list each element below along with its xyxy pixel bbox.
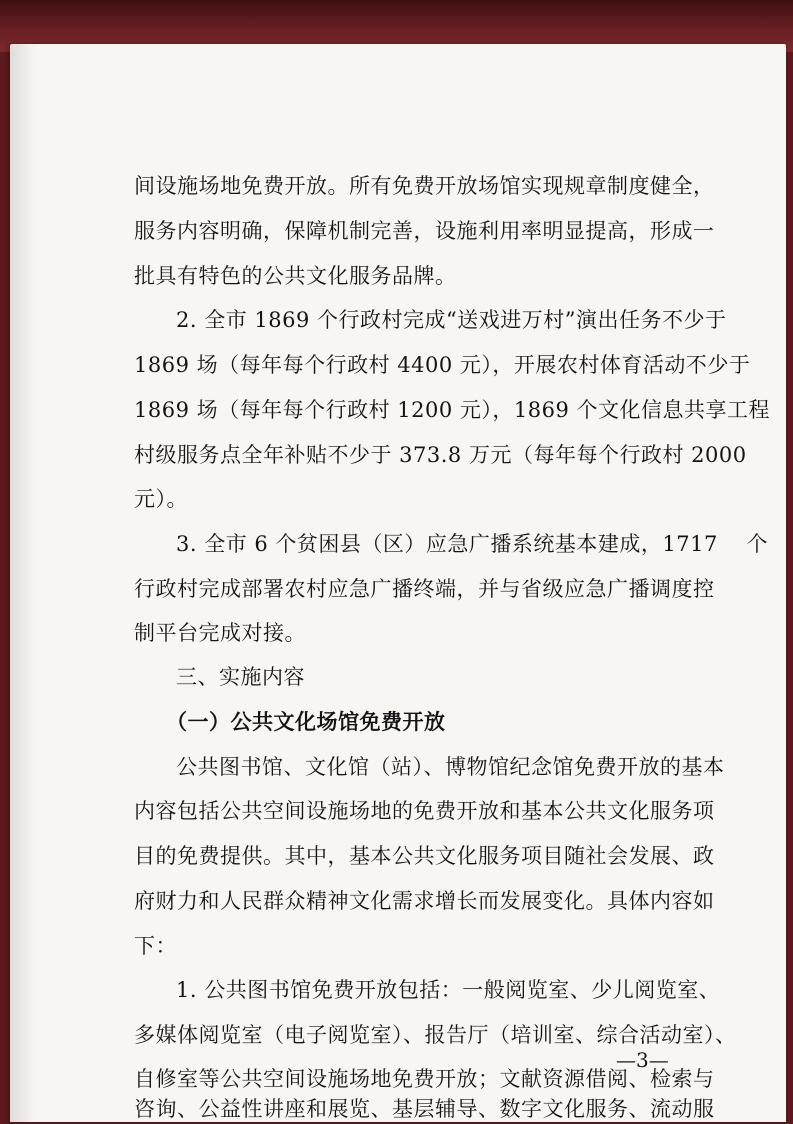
subsection-heading: （一）公共文化场馆免费开放 [166, 709, 446, 734]
list-item-3-line: 行政村完成部署农村应急广播终端，并与省级应急广播调度控 [134, 577, 715, 601]
body-text-line: 批具有特色的公共文化服务品牌。 [134, 264, 457, 288]
document-page [10, 44, 786, 1122]
body-text-line: 服务内容明确，保障机制完善，设施利用率明显提高，形成一 [134, 219, 715, 243]
list-item-2-line: 1869 场（每年每个行政村 1200 元），1869 个文化信息共享工程 [134, 398, 771, 422]
body-text-line: 间设施场地免费开放。所有免费开放场馆实现规章制度健全， [134, 174, 715, 198]
list-item-1-line: 1. 公共图书馆免费开放包括：一般阅览室、少儿阅览室、 [176, 978, 721, 1002]
body-text-line: 目的免费提供。其中，基本公共文化服务项目随社会发展、政 [134, 844, 715, 868]
body-text-line: 府财力和人民群众精神文化需求增长而发展变化。具体内容如 [134, 889, 715, 913]
body-text-line: 下： [134, 934, 177, 958]
section-heading: 三、实施内容 [176, 665, 305, 689]
list-item-1-line: 自修室等公共空间设施场地免费开放；文献资源借阅、检索与 [134, 1067, 715, 1091]
body-text-line: 内容包括公共空间设施场地的免费开放和基本公共文化服务项 [134, 799, 715, 823]
body-text-line: 公共图书馆、文化馆（站）、博物馆纪念馆免费开放的基本 [176, 755, 725, 779]
list-item-1-line: 多媒体阅览室（电子阅览室）、报告厅（培训室、综合活动室）、 [134, 1023, 737, 1047]
list-item-2-line: 2. 全市 1869 个行政村完成“送戏进万村”演出任务不少于 [176, 308, 727, 332]
list-item-2-line: 村级服务点全年补贴不少于 373.8 万元（每年每个行政村 2000 [134, 443, 747, 467]
page-number: —3— [616, 1048, 669, 1072]
list-item-3-line: 3. 全市 6 个贫困县（区）应急广播系统基本建成，1717 个 [176, 532, 769, 556]
list-item-1-line: 咨询、公益性讲座和展览、基层辅导、数字文化服务、流动服 [134, 1097, 715, 1121]
list-item-2-line: 1869 场（每年每个行政村 4400 元），开展农村体育活动不少于 [134, 353, 751, 377]
list-item-2-line: 元）。 [134, 487, 188, 511]
page-edge-shadow [10, 44, 36, 1122]
list-item-3-line: 制平台完成对接。 [134, 621, 306, 645]
